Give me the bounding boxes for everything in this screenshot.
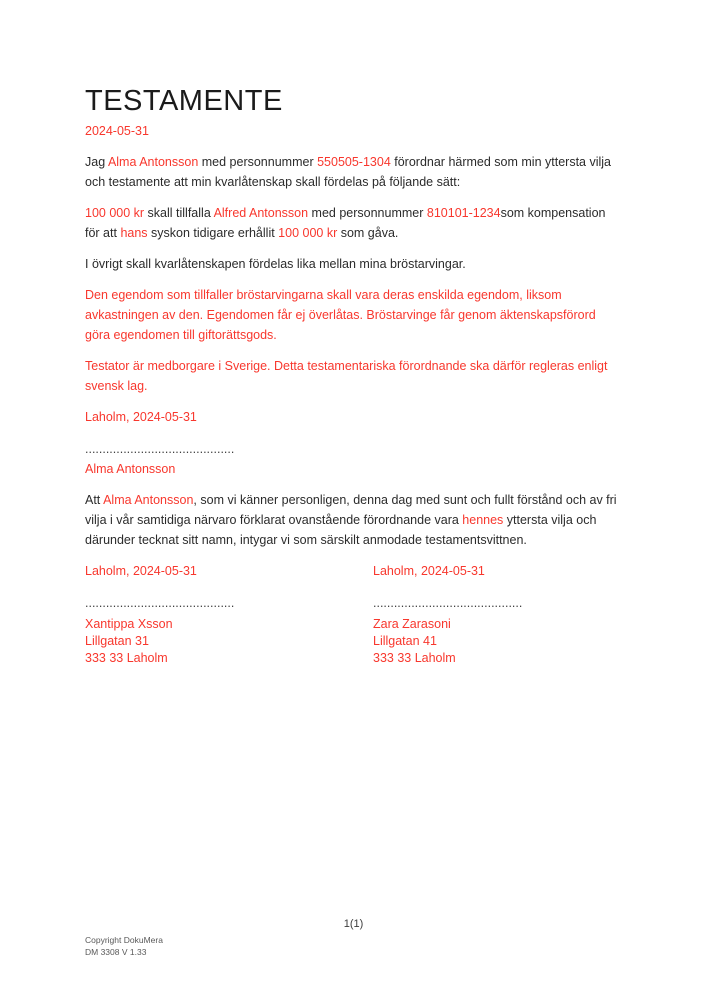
paragraph-separate-property (85, 285, 622, 345)
witness-1-signature-line: ........................................... (85, 596, 235, 610)
copyright-line: Copyright DokuMera (85, 935, 163, 945)
testator-place-date: Laholm, 2024-05-31 (85, 410, 197, 424)
text-segment: Alfred Antonsson (213, 206, 309, 220)
witness-2-place-date: Laholm, 2024-05-31 (373, 564, 485, 578)
text-segment: 810101-1234 (426, 206, 501, 220)
text-segment: 550505-1304 (317, 155, 391, 169)
text-segment: med personnummer (308, 206, 427, 220)
text-segment: Alma Antonsson (107, 155, 199, 169)
text-segment: Att (85, 493, 104, 507)
paragraph-residual (85, 254, 622, 274)
testator-signature-line: ........................................... (85, 442, 235, 456)
text-segment: Den egendom som tillfaller bröstarvingarna skall vara deras enskilda egendom, liksom avkastningen av den. Egendomen får ej överlåtas. Bröstarvinge får genom äktenskapsförord göra egendomen till giftorättsgods. (85, 288, 596, 342)
witness-2-postal-city: 333 33 Laholm (373, 651, 456, 665)
text-segment: yttersta vilja och därunder tecknat sitt namn, intygar vi som särskilt anmodade testamentsvittnen. (85, 513, 597, 547)
witness-1-street: Lillgatan 31 (85, 634, 149, 648)
witness-2-name: Zara Zarasoni (373, 617, 451, 631)
text-segment: I övrigt skall kvarlåtenskapen fördelas lika mellan mina bröstarvingar. (85, 257, 466, 271)
paragraph-bequest (85, 203, 622, 243)
text-segment: Testator är medborgare i Sverige. Detta testamentariska förordnande ska därför regleras enligt svensk lag. (85, 359, 608, 393)
text-segment: som kompensation för att (85, 206, 606, 240)
text-segment: hans (120, 226, 148, 240)
footer-copyright (85, 935, 163, 958)
witness-2-signature-line: ........................................... (373, 596, 523, 610)
testator-signature-block (85, 407, 622, 479)
witness-block-2 (373, 561, 661, 667)
paragraph-governing-law (85, 356, 622, 396)
text-segment: med personnummer (198, 155, 318, 169)
text-segment: , som vi känner personligen, denna dag med sunt och fullt förstånd och av fri vilja i vår samtidiga närvaro förklarat ovanstående förordnande vara (85, 493, 617, 527)
text-segment: som gåva. (337, 226, 399, 240)
witness-signatures-row (85, 561, 622, 667)
witness-1-name: Xantippa Xsson (85, 617, 173, 631)
witness-block-1 (85, 561, 373, 667)
text-segment: hennes (462, 513, 504, 527)
witness-1-postal-city: 333 33 Laholm (85, 651, 168, 665)
document-title: TESTAMENTE (85, 85, 283, 117)
document-date: 2024-05-31 (85, 124, 149, 138)
text-segment: Jag (85, 155, 108, 169)
page-number: 1(1) (343, 918, 364, 930)
witness-1-place-date: Laholm, 2024-05-31 (85, 564, 197, 578)
witness-2-street: Lillgatan 41 (373, 634, 437, 648)
text-segment: Alma Antonsson (103, 493, 194, 507)
text-segment: syskon tidigare erhållit (147, 226, 279, 240)
text-segment: skall tillfalla (144, 206, 214, 220)
testator-name: Alma Antonsson (85, 462, 176, 476)
text-segment: förordnar härmed som min yttersta vilja och testamente att min kvarlåtenskap skall fördelas på följande sätt: (85, 155, 611, 189)
text-segment: 100 000 kr (278, 226, 338, 240)
paragraph-intro (85, 152, 622, 192)
paragraph-witness-statement (85, 490, 622, 550)
version-line: DM 3308 V 1.33 (85, 946, 147, 957)
text-segment: 100 000 kr (85, 206, 145, 220)
